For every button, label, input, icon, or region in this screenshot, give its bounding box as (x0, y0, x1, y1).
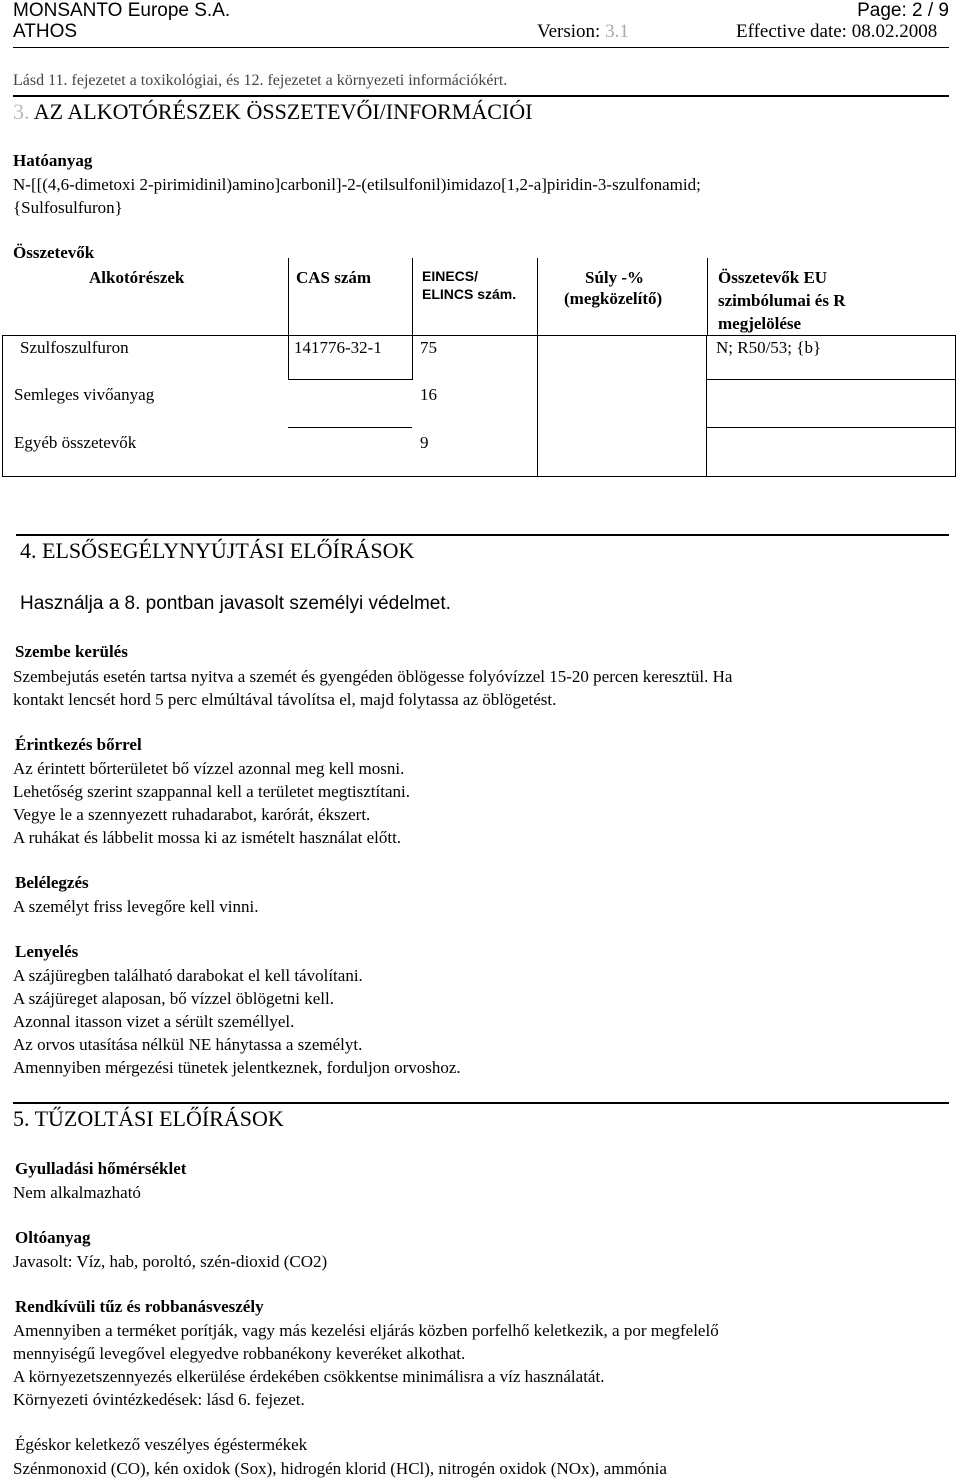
components-table (2, 258, 956, 336)
eye-contact-text (13, 665, 732, 711)
header-eu-line1: Összetevők EU (718, 268, 828, 287)
ingestion-label: Lenyelés (15, 942, 79, 961)
header-einecs-line2: ELINCS szám. (422, 286, 517, 302)
version-value: 3.1 (605, 21, 629, 42)
section5-title: TŰZOLTÁSI ELŐÍRÁSOK (34, 1106, 284, 1131)
combustion-products-text (13, 1457, 667, 1480)
header-eu-line3: megjelölése (718, 314, 802, 333)
fire-hazard-text (13, 1319, 719, 1411)
fire-hazard-label: Rendkívüli tűz és robbanásveszély (15, 1297, 264, 1316)
header-component-label: Alkotórészek (89, 268, 185, 287)
text-line: Környezeti óvintézkedések: lásd 6. fejezet. (13, 1390, 305, 1409)
inhalation-label: Belélegzés (15, 873, 89, 892)
table-rule (2, 335, 956, 336)
row2-value: 16 (420, 385, 437, 404)
text-line: Amennyiben a terméket porítják, vagy más kezelési eljárás közben porfelhő keletkezik, a por megfelelő (13, 1321, 719, 1340)
header-weight (537, 258, 707, 335)
text-line: Az orvos utasítása nélkül NE hánytassa a személyt. (13, 1035, 363, 1054)
table-rule (2, 476, 956, 477)
text-line: mennyiségű levegővel elegyedve robbanékony keveréket alkothat. (13, 1344, 466, 1363)
table-rule (288, 335, 289, 380)
section4-title: ELSŐSEGÉLYNYÚJTÁSI ELŐÍRÁSOK (42, 538, 415, 563)
table-rule (288, 427, 412, 428)
text-line: A szájüregben található darabokat el kell távolítani. (13, 966, 363, 985)
text-line: Amennyiben mérgezési tünetek jelentkeznek, forduljon orvoshoz. (13, 1058, 461, 1077)
table-rule (288, 379, 412, 380)
row3-value: 9 (420, 433, 429, 452)
text-line: Vegye le a szennyezett ruhadarabot, karórát, ékszert. (13, 805, 371, 824)
version-info (537, 21, 629, 43)
text-line: Szembejutás esetén tartsa nyitva a szemét és gyengéden öblögesse folyóvízzel 15-20 percen keresztül. Ha (13, 667, 733, 686)
effective-date (736, 21, 937, 43)
intro-line: Lásd 11. fejezetet a toxikológiai, és 12. fejezetet a környezeti információkért. (13, 72, 508, 89)
product-name: ATHOS (13, 21, 78, 42)
effective-value: 08.02.2008 (851, 21, 938, 42)
skin-contact-label: Érintkezés bőrrel (15, 735, 142, 754)
section5-divider (13, 1102, 949, 1104)
text-line: A ruhákat és lábbelit mossa ki az ismételt használat előtt. (13, 828, 402, 847)
table-rule (412, 335, 413, 380)
text-line: Lehetőség szerint szappannal kell a területet megtisztítani. (13, 782, 410, 801)
text-line: Nem alkalmazható (13, 1183, 141, 1202)
header-einecs-line1: EINECS/ (422, 268, 479, 284)
active-substance-label: Hatóanyag (13, 151, 93, 170)
section3-number: 3. (13, 99, 30, 124)
section4-intro: Használja a 8. pontban javasolt személyi védelmet. (20, 593, 451, 614)
components-label: Összetevők (13, 243, 95, 262)
table-header-row (2, 258, 956, 335)
text-line: A szájüreget alaposan, bő vízzel öblögetni kell. (13, 989, 335, 1008)
eye-contact-label: Szembe kerülés (15, 642, 128, 661)
flash-point-text (13, 1181, 141, 1204)
text-line: Az érintett bőrterületet bő vízzel azonnal meg kell mosni. (13, 759, 405, 778)
row1-value: 75 (420, 338, 437, 357)
row1-eu: N; R50/53; {b} (716, 338, 822, 357)
table-rule (537, 335, 538, 477)
flash-point-label: Gyulladási hőmérséklet (15, 1159, 187, 1178)
inhalation-text (13, 895, 259, 918)
company-name: MONSANTO Europe S.A. (13, 0, 231, 21)
section3-divider (13, 95, 949, 97)
text-line: kontakt lencsét hord 5 perc elmúltával távolítsa el, majd folytassa az öblögetést. (13, 690, 557, 709)
header-weight-line2: (megközelítő) (564, 289, 663, 308)
combustion-products-label: Égéskor keletkező veszélyes égéstermékek (15, 1435, 308, 1454)
table-rule (706, 379, 956, 380)
active-substance-line2: {Sulfosulfuron} (13, 198, 123, 217)
section3-title: AZ ALKOTÓRÉSZEK ÖSSZETEVŐI/INFORMÁCIÓI (33, 99, 533, 124)
text-line: Javasolt: Víz, hab, poroltó, szén-dioxid (CO2) (13, 1252, 328, 1271)
header-divider (13, 47, 949, 48)
header-eu (707, 258, 956, 335)
text-line: A környezetszennyezés elkerülése érdekében csökkentse minimálisra a víz használatát. (13, 1367, 605, 1386)
header-weight-line1: Súly -% (585, 268, 645, 287)
skin-contact-text (13, 757, 410, 849)
table-rule (706, 427, 956, 428)
section4-heading (20, 538, 414, 564)
extinguishing-media-label: Oltóanyag (15, 1228, 91, 1247)
section5-heading (13, 1106, 284, 1132)
table-rule (955, 335, 956, 477)
header-cas (288, 258, 412, 335)
text-line: Azonnal itasson vizet a sérült személlyel. (13, 1012, 295, 1031)
header-cas-label: CAS szám (296, 268, 372, 287)
header-einecs (412, 258, 537, 335)
section4-number: 4. (20, 538, 37, 563)
section4-divider (16, 534, 949, 536)
text-line: A személyt friss levegőre kell vinni. (13, 897, 259, 916)
page-number: Page: 2 / 9 (857, 0, 949, 21)
text-line: Szénmonoxid (CO), kén oxidok (Sox), hidrogén klorid (HCl), nitrogén oxidok (NOx), ammónia (13, 1459, 667, 1478)
row1-cas: 141776-32-1 (294, 338, 382, 357)
section3-heading (13, 99, 532, 125)
header-component (2, 258, 288, 335)
table-rule (706, 335, 707, 477)
ingestion-text (13, 964, 461, 1079)
table-rule (2, 335, 3, 477)
section5-number: 5. (13, 1106, 30, 1131)
row1-component: Szulfoszulfuron (20, 338, 129, 357)
row2-component: Semleges vivőanyag (14, 385, 155, 404)
extinguishing-media-text (13, 1250, 327, 1273)
version-label: Version: (537, 21, 606, 42)
effective-label: Effective date: (736, 21, 852, 42)
active-substance-line1: N-[[(4,6-dimetoxi 2-pirimidinil)amino]carbonil]-2-(etilsulfonil)imidazo[1,2-a]piridin-3-szulfonamid; (13, 175, 701, 194)
header-eu-line2: szimbólumai és R (718, 291, 846, 310)
row3-component: Egyéb összetevők (14, 433, 137, 452)
